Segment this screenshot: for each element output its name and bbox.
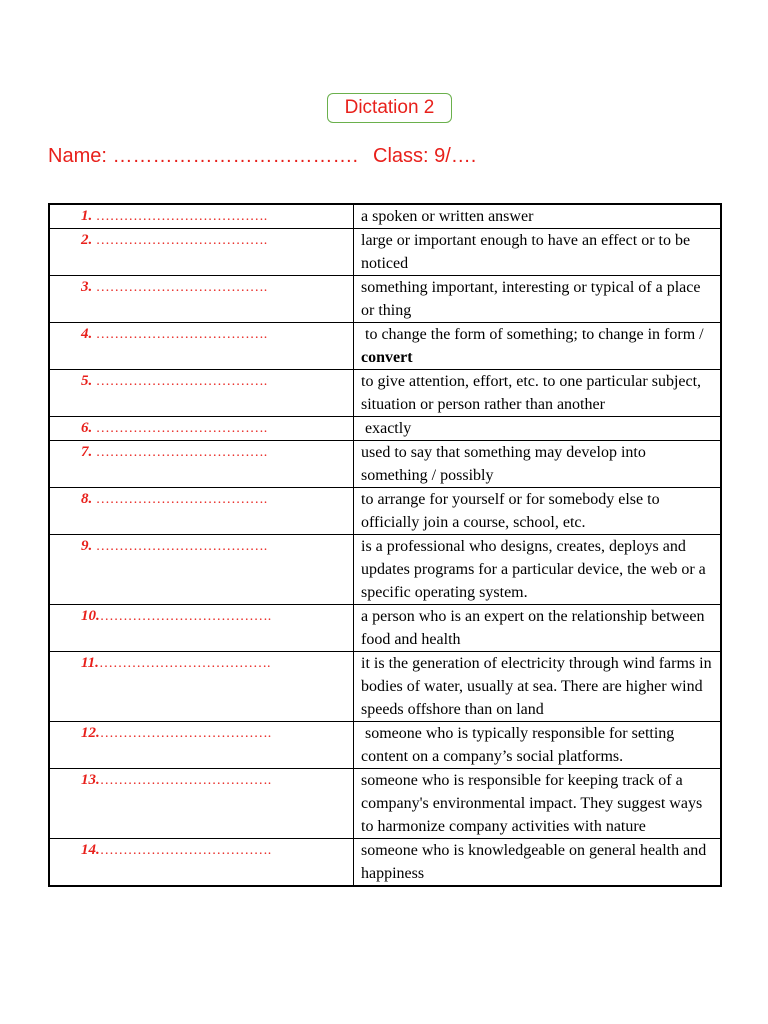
definition-cell bbox=[354, 323, 722, 370]
blank-answer-cell bbox=[49, 441, 354, 488]
answer-blank-line: ………………………………. bbox=[95, 539, 268, 554]
definition-cell bbox=[354, 652, 722, 722]
answer-blank-line: ………………………………. bbox=[98, 656, 271, 671]
answer-blank-line: ………………………………. bbox=[99, 773, 272, 788]
item-number: 1. bbox=[81, 208, 93, 224]
item-number: 9. bbox=[81, 538, 93, 554]
answer-blank-line: ………………………………. bbox=[95, 492, 268, 507]
table-row bbox=[49, 417, 721, 441]
answer-blank-line: ………………………………. bbox=[99, 843, 272, 858]
definition-cell bbox=[354, 769, 722, 839]
name-field: Name: ………………………………. bbox=[48, 145, 359, 167]
definition-cell bbox=[354, 417, 722, 441]
definition-cell bbox=[354, 722, 722, 769]
definition-text: it is the generation of electricity through wind farms in bodies of water, usually at sea. There are higher wind speeds offshore than on land bbox=[361, 655, 716, 718]
answer-blank-line: ………………………………. bbox=[99, 609, 272, 624]
definition-text: to change the form of something; to change in form / bbox=[361, 326, 708, 343]
definition-text: a spoken or written answer bbox=[361, 208, 534, 225]
blank-answer-cell bbox=[49, 229, 354, 276]
item-number: 13. bbox=[81, 772, 100, 788]
table-row bbox=[49, 229, 721, 276]
definition-cell bbox=[354, 839, 722, 887]
item-number: 2. bbox=[81, 232, 93, 248]
definition-text: to give attention, effort, etc. to one particular subject, situation or person rather than another bbox=[361, 373, 706, 413]
definition-text: something important, interesting or typical of a place or thing bbox=[361, 279, 705, 319]
table-row bbox=[49, 605, 721, 652]
answer-blank-line: ………………………………. bbox=[95, 209, 268, 224]
item-number: 7. bbox=[81, 444, 93, 460]
table-row bbox=[49, 488, 721, 535]
blank-answer-cell bbox=[49, 417, 354, 441]
vocabulary-table-body bbox=[49, 204, 721, 886]
worksheet-title: Dictation 2 bbox=[327, 93, 452, 123]
item-number: 12. bbox=[81, 725, 100, 741]
definition-cell bbox=[354, 276, 722, 323]
blank-answer-cell bbox=[49, 535, 354, 605]
item-number: 11. bbox=[81, 655, 99, 671]
item-number: 6. bbox=[81, 420, 93, 436]
table-row bbox=[49, 323, 721, 370]
item-number: 8. bbox=[81, 491, 93, 507]
item-number: 5. bbox=[81, 373, 93, 389]
blank-answer-cell bbox=[49, 605, 354, 652]
vocabulary-table bbox=[48, 203, 722, 887]
blank-answer-cell bbox=[49, 769, 354, 839]
answer-blank-line: ………………………………. bbox=[95, 280, 268, 295]
table-row bbox=[49, 839, 721, 887]
definition-cell bbox=[354, 370, 722, 417]
blank-answer-cell bbox=[49, 722, 354, 769]
answer-blank-line: ………………………………. bbox=[95, 374, 268, 389]
definition-cell bbox=[354, 204, 722, 229]
blank-answer-cell bbox=[49, 204, 354, 229]
table-row bbox=[49, 722, 721, 769]
table-row bbox=[49, 652, 721, 722]
blank-answer-cell bbox=[49, 370, 354, 417]
blank-answer-cell bbox=[49, 839, 354, 887]
answer-blank-line: ………………………………. bbox=[99, 726, 272, 741]
definition-text: someone who is responsible for keeping track of a company's environmental impact. They suggest ways to harmonize company activities with nature bbox=[361, 772, 707, 835]
definition-cell bbox=[354, 605, 722, 652]
definition-cell bbox=[354, 488, 722, 535]
blank-answer-cell bbox=[49, 276, 354, 323]
item-number: 4. bbox=[81, 326, 93, 342]
table-row bbox=[49, 370, 721, 417]
definition-text: to arrange for yourself or for somebody else to officially join a course, school, etc. bbox=[361, 491, 664, 531]
answer-blank-line: ………………………………. bbox=[95, 233, 268, 248]
definition-cell bbox=[354, 229, 722, 276]
table-row bbox=[49, 535, 721, 605]
answer-blank-line: ………………………………. bbox=[95, 327, 268, 342]
answer-blank-line: ………………………………. bbox=[95, 445, 268, 460]
definition-text: someone who is typically responsible for setting content on a company’s social platforms. bbox=[361, 725, 679, 765]
definition-text: is a professional who designs, creates, deploys and updates programs for a particular device, the web or a specific operating system. bbox=[361, 538, 710, 601]
table-row bbox=[49, 204, 721, 229]
definition-bold-text: convert bbox=[361, 349, 413, 366]
answer-blank-line: ………………………………. bbox=[95, 421, 268, 436]
table-row bbox=[49, 276, 721, 323]
class-field: Class: 9/…. bbox=[373, 145, 477, 167]
definition-text: used to say that something may develop into something / possibly bbox=[361, 444, 650, 484]
blank-answer-cell bbox=[49, 488, 354, 535]
definition-text: large or important enough to have an effect or to be noticed bbox=[361, 232, 695, 272]
definition-text: a person who is an expert on the relationship between food and health bbox=[361, 608, 709, 648]
item-number: 10. bbox=[81, 608, 100, 624]
item-number: 3. bbox=[81, 279, 93, 295]
definition-cell bbox=[354, 441, 722, 488]
item-number: 14. bbox=[81, 842, 100, 858]
definition-text: someone who is knowledgeable on general health and happiness bbox=[361, 842, 711, 882]
table-row bbox=[49, 441, 721, 488]
table-row bbox=[49, 769, 721, 839]
blank-answer-cell bbox=[49, 323, 354, 370]
definition-cell bbox=[354, 535, 722, 605]
definition-text: exactly bbox=[361, 420, 412, 437]
blank-answer-cell bbox=[49, 652, 354, 722]
